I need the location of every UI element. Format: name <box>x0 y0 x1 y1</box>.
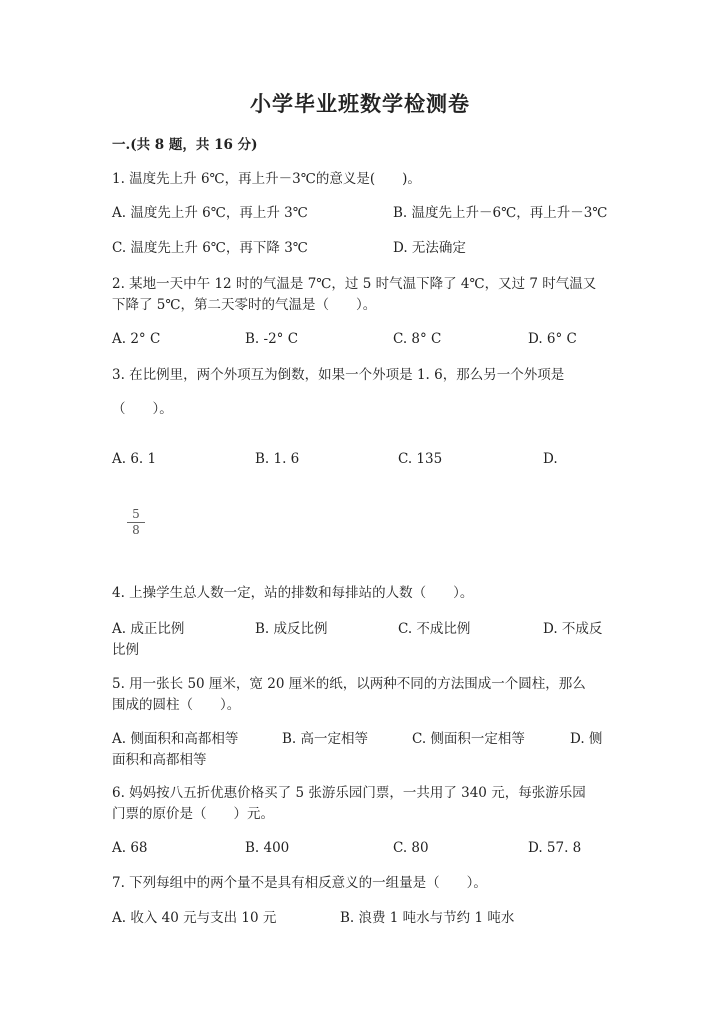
question-7 <box>112 873 612 894</box>
question-3-option-b: B. 1. 6 <box>255 451 300 467</box>
question-1-option-a: A. 温度先上升 6℃，再上升 3℃ <box>112 205 308 221</box>
question-7-option-b: B. 浪费 1 吨水与节约 1 吨水 <box>340 910 515 926</box>
question-7-option-a: A. 收入 40 元与支出 10 元 <box>112 910 277 926</box>
question-2-option-c: C. 8° C <box>393 331 442 347</box>
question-3-option-d: D. <box>543 451 558 467</box>
question-1-option-d: D. 无法确定 <box>393 240 466 256</box>
question-4-option-c: C. 不成比例 <box>398 621 471 637</box>
question-2-option-b: B. -2° C <box>245 331 299 347</box>
question-4-option-d: D. 不成反比例 <box>112 621 603 658</box>
question-3-option-d-fraction <box>127 508 145 537</box>
question-6-option-d: D. 57. 8 <box>528 840 582 856</box>
page-title: 小学毕业班数学检测卷 <box>250 91 470 116</box>
question-5-stem-line-2: 围成的圆柱（ ）。 <box>112 697 241 713</box>
question-2-option-a: A. 2° C <box>112 331 161 347</box>
question-3-option-c: C. 135 <box>398 451 443 467</box>
question-1-option-b: B. 温度先上升－6℃，再上升－3℃ <box>393 205 608 221</box>
question-2-stem-line-2: 下降了 5℃，第二天零时的气温是（ ）。 <box>112 297 377 313</box>
question-6-option-c: C. 80 <box>393 840 429 856</box>
question-5 <box>112 674 612 716</box>
question-1-option-c: C. 温度先上升 6℃，再下降 3℃ <box>112 240 308 256</box>
question-3 <box>112 365 612 420</box>
question-3-stem-line-2: （ ）。 <box>112 401 173 417</box>
question-6 <box>112 783 612 825</box>
question-2-stem-line-1: 2. 某地一天中午 12 时的气温是 7℃，过 5 时气温下降了 4℃，又过 7 时气温又 <box>112 276 597 292</box>
question-4 <box>112 583 612 604</box>
question-1 <box>112 169 612 190</box>
question-4-option-a: A. 成正比例 <box>112 621 185 637</box>
question-1-stem: 1. 温度先上升 6℃，再上升－3℃的意义是( )。 <box>112 171 421 187</box>
question-6-option-a: A. 68 <box>112 840 148 856</box>
question-5-option-d: D. 侧面积和高都相等 <box>112 731 603 768</box>
question-3-option-a: A. 6. 1 <box>112 451 157 467</box>
question-5-option-a: A. 侧面积和高都相等 <box>112 731 239 747</box>
question-4-stem: 4. 上操学生总人数一定，站的排数和每排站的人数（ ）。 <box>112 585 474 601</box>
fraction-numerator: 5 <box>132 507 140 521</box>
question-3-stem-line-1: 3. 在比例里，两个外项互为倒数，如果一个外项是 1. 6，那么另一个外项是 <box>112 367 565 383</box>
question-5-option-b: B. 高一定相等 <box>282 731 369 747</box>
fraction-denominator: 8 <box>132 523 140 537</box>
question-2 <box>112 274 612 316</box>
question-5-stem-line-1: 5. 用一张长 50 厘米，宽 20 厘米的纸，以两种不同的方法围成一个圆柱，那么 <box>112 676 586 692</box>
question-5-option-c: C. 侧面积一定相等 <box>412 731 525 747</box>
question-7-stem: 7. 下列每组中的两个量不是具有相反意义的一组量是（ ）。 <box>112 875 487 891</box>
question-4-option-b: B. 成反比例 <box>255 621 328 637</box>
question-6-option-b: B. 400 <box>245 840 290 856</box>
question-2-option-d: D. 6° C <box>528 331 577 347</box>
section-header: 一.(共 8 题，共 16 分) <box>112 137 258 153</box>
question-6-stem-line-2: 门票的原价是（ ）元。 <box>112 806 274 822</box>
question-6-stem-line-1: 6. 妈妈按八五折优惠价格买了 5 张游乐园门票，一共用了 340 元，每张游乐园 <box>112 785 586 801</box>
